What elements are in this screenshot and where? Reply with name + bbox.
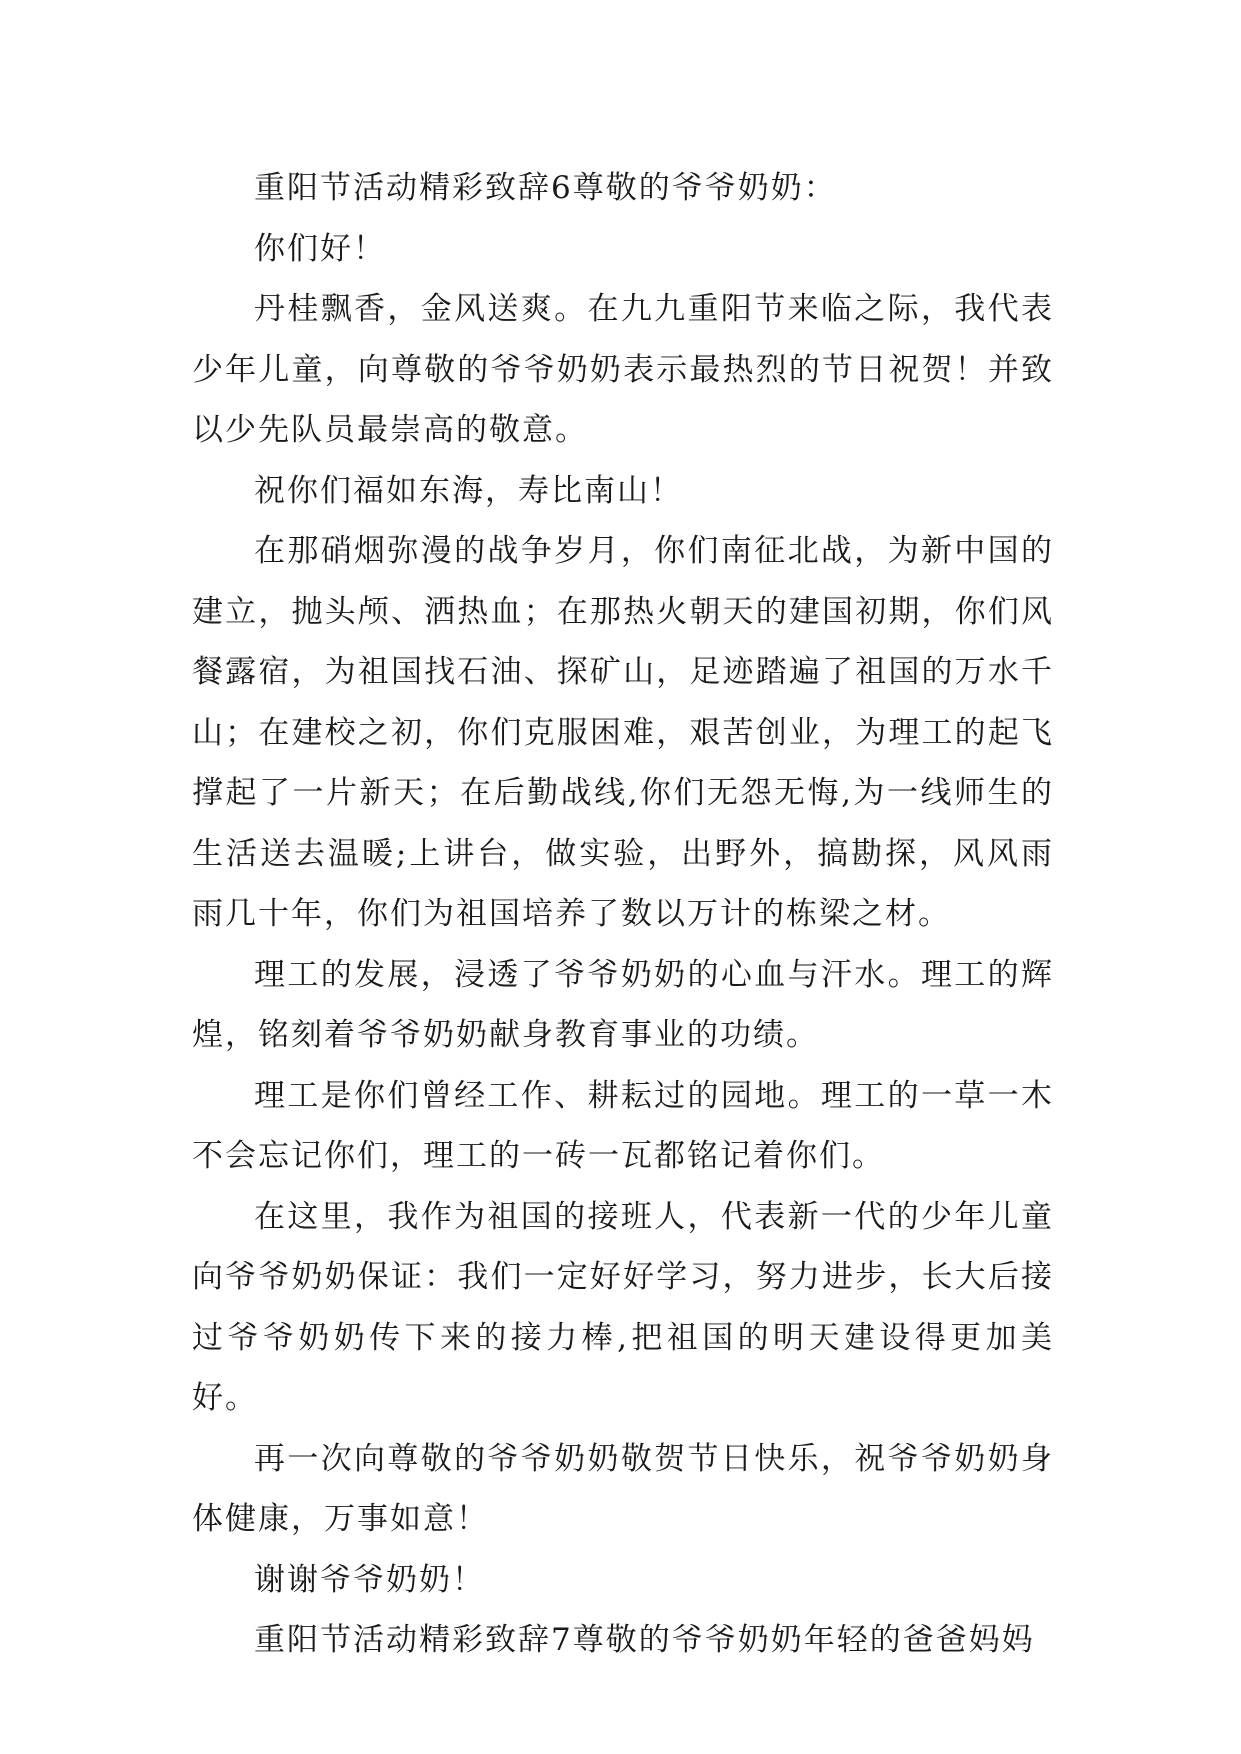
body-paragraph: 祝你们福如东海，寿比南山！ xyxy=(254,472,683,509)
greeting-paragraph: 你们好！ xyxy=(254,230,386,267)
body-paragraph: 理工的发展，浸透了爷爷奶奶的心血与汗水。理工的辉煌，铭刻着爷爷奶奶献身教育事业的功绩。 xyxy=(192,956,1054,1053)
body-paragraph: 在那硝烟弥漫的战争岁月，你们南征北战，为新中国的建立，抛头颅、洒热血；在那热火朝天的建国初期，你们风餐露宿，为祖国找石油、探矿山，足迹踏遍了祖国的万水千山；在建校之初，你们克服困难，艰苦创业，为理工的起飞撑起了一片新天；在后勤战线,你们无怨无悔,为一线师生的生活送去温暖;上讲台，做实验，出野外，搞勘探，风风雨雨几十年，你们为祖国培养了数以万计的栋梁之材。 xyxy=(192,533,1054,932)
closing-paragraph: 谢谢爷爷奶奶！ xyxy=(254,1561,485,1598)
body-paragraph: 再一次向尊敬的爷爷奶奶敬贺节日快乐，祝爷爷奶奶身体健康，万事如意！ xyxy=(192,1440,1054,1537)
heading-paragraph: 重阳节活动精彩致辞7尊敬的爷爷奶奶年轻的爸爸妈妈 xyxy=(254,1622,1035,1658)
document-page xyxy=(192,158,1054,1671)
heading-paragraph: 重阳节活动精彩致辞6尊敬的爷爷奶奶： xyxy=(254,170,837,206)
body-paragraph: 在这里，我作为祖国的接班人，代表新一代的少年儿童向爷爷奶奶保证：我们一定好好学习，努力进步，长大后接过爷爷奶奶传下来的接力棒,把祖国的明天建设得更加美好。 xyxy=(192,1198,1054,1416)
body-paragraph: 理工是你们曾经工作、耕耘过的园地。理工的一草一木不会忘记你们，理工的一砖一瓦都铭记着你们。 xyxy=(192,1077,1054,1174)
body-paragraph: 丹桂飘香，金风送爽。在九九重阳节来临之际，我代表少年儿童，向尊敬的爷爷奶奶表示最热烈的节日祝贺！并致以少先队员最崇高的敬意。 xyxy=(192,291,1054,448)
